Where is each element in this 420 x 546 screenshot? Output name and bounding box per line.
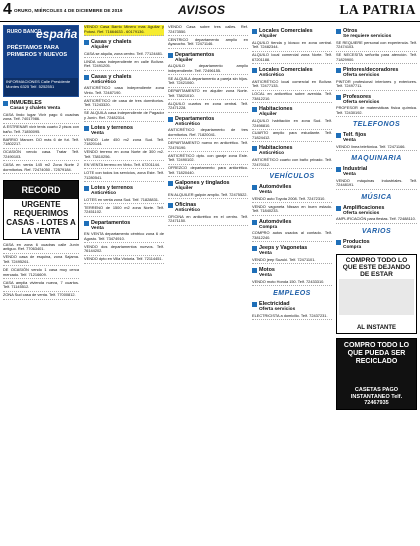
category-header — [252, 184, 332, 196]
category-title: Lotes y terrenos — [91, 125, 133, 132]
category-sub: Venta — [91, 225, 104, 231]
category-title: Lotes y terrenos — [91, 185, 133, 191]
bullet-icon — [168, 203, 173, 208]
list-item: DEPARTAMENTO nuevo en anticrético. Telf. 72476190. — [168, 141, 248, 152]
section-band-empleos: EMPLEOS — [273, 290, 311, 298]
page-date: ORURO, MIÉRCOLES 4 DE DICIEMBRE DE 2019 — [14, 8, 123, 13]
list-item: EN VENTA departamento céntrico zona 6 de Agosto. Telf. 73474910. — [84, 232, 164, 243]
list-item: PROFESOR de matemáticas física química. Telf. 72430192. — [336, 106, 417, 117]
list-item: ALQUILO cuartos en zona central. Telf. 72471228. — [168, 102, 248, 113]
bullet-icon — [168, 181, 173, 186]
category-header — [336, 239, 417, 251]
list-item: AMPLIFICACIÓN para fiestas. Telf. 72488110. — [336, 217, 417, 223]
bullet-icon — [84, 40, 89, 45]
list-item: CASA en venta 145 m2 Zona Norte 2 dormitorios. Ref. 72474050 - 72579184. — [3, 163, 79, 174]
category-header — [168, 52, 248, 64]
list-item: CASA lindo lugar Vivir pago 6 cuadras zona. Telf. 74017986. — [3, 113, 79, 124]
category-header — [3, 100, 79, 112]
section-band-telefonos: TELEFONOS — [352, 121, 401, 129]
category-title: Jeeps y Vagonetas — [259, 245, 308, 252]
category-title: Casas y chalets — [91, 38, 132, 45]
category-header — [84, 125, 164, 137]
category-header — [168, 202, 248, 214]
list-item: ANTICRÉTICO de casa de tres dormitorios. Telf. 71243320. — [84, 99, 164, 110]
compro-ad-image — [339, 279, 414, 315]
category-header — [252, 67, 332, 79]
page-number: 4 — [3, 1, 12, 18]
category-sub: Anticrético — [259, 73, 285, 79]
category-header — [336, 132, 417, 144]
bullet-icon — [252, 302, 257, 307]
category-sub: Oferta servicios — [343, 210, 380, 216]
category-sub: Venta — [91, 131, 104, 137]
category-title: Departamentos — [91, 219, 131, 226]
list-item: OFREZCO departamento para anticrético. Telf. 71820440. — [168, 166, 248, 177]
bullet-icon — [84, 126, 89, 131]
record-ad-text: URGENTE REQUERIMOS CASAS - LOTES A LA VENTA — [6, 199, 76, 236]
category-title: Industrial — [343, 166, 368, 173]
list-item: VENDO máquinas industriales. Telf. 72448191. — [336, 179, 417, 190]
category-sub: Alquiler — [259, 34, 277, 39]
recycle-ad-box — [336, 338, 417, 410]
category-sub: Anticrético — [175, 208, 201, 214]
column-2 — [84, 25, 164, 545]
list-item: A ESTRENAR vivir tenis cuarto 2 pisos con baño. Telf. 71850095. — [3, 125, 79, 136]
list-item: COMPRO autos usados al contado. Telf. 73812240. — [252, 231, 332, 242]
list-item: SE NECESITA señorita para atención. Telf. 71829900. — [336, 53, 417, 64]
bullet-icon — [336, 95, 341, 100]
category-title: Departamentos — [175, 115, 215, 122]
list-item: LINDA casa independiente en calle Bolívar. Ref. 72491205. — [84, 60, 164, 71]
category-header — [84, 39, 164, 51]
category-header — [336, 94, 417, 106]
bullet-icon — [252, 220, 257, 225]
list-item: LOCAL en anticrético sobre avenida. Telf. 73812210. — [252, 92, 332, 103]
category-header — [336, 205, 417, 217]
category-title: Locales Comerciales — [259, 28, 313, 34]
list-item: VENDO moto Honda 150. Telf. 72433310. — [252, 280, 332, 286]
recycle-ad-bottom: CASETAS PAGO INSTANTANEO Telf. 72467935 — [350, 387, 403, 407]
category-sub: Se requiere servicios — [343, 34, 392, 39]
list-item: ANTICRÉTICO dpto. con garaje zona Este. Telf. 72490102. — [168, 154, 248, 165]
category-title: Galpones y tinglados — [175, 180, 230, 187]
category-sub: Alquiler — [175, 57, 193, 63]
bank-ad-label: RURO BANCO — [7, 29, 42, 35]
section-band-maquinaria: MAQUINARIA — [351, 155, 402, 163]
bank-ad-text: PRÉSTAMOS PARA PRIMEROS Y NUEVOS — [7, 45, 68, 58]
category-title: Automóviles — [259, 218, 292, 225]
category-sub: Anticrético — [259, 151, 285, 157]
category-title: Habitaciones — [259, 145, 293, 152]
bullet-icon — [84, 75, 89, 80]
category-title: Pintores/decoradores — [343, 67, 399, 74]
category-sub: Venta — [343, 172, 356, 178]
category-sub: Anticrético — [175, 121, 201, 127]
category-sub: Venta — [343, 138, 356, 144]
list-item: ZONA Sud casa de venta. Telf. 77000812. — [3, 293, 79, 299]
record-ad-title: RECORD — [4, 181, 78, 199]
category-sub: Venta — [259, 251, 272, 257]
category-title: Amplificaciones — [343, 204, 385, 211]
category-sub: Anticrético — [91, 191, 117, 196]
category-sub: Alquiler — [259, 112, 277, 118]
category-header — [252, 245, 332, 257]
bullet-icon — [252, 268, 257, 273]
list-item: ALQUILO departamento amplio independiente. Telf. 72496155. — [168, 64, 248, 75]
category-title: Otros — [343, 28, 358, 34]
bullet-icon — [252, 68, 257, 73]
compro-ad-foot: AL INSTANTE — [356, 325, 397, 332]
list-item: VENDO jeep Suzuki. Telf. 72471101. — [252, 258, 332, 264]
list-item: EN VENTA terreno en Vinto. Telf. 67201144. — [84, 163, 164, 169]
bullet-icon — [252, 107, 257, 112]
category-header — [252, 28, 332, 40]
list-item: LOTES en venta zona Sud. Telf. 71828831. — [84, 198, 164, 204]
section-band-vehiculos: VEHÍCULOS — [269, 173, 315, 181]
newspaper-logo: LA PATRIA — [339, 2, 416, 17]
list-item: SE REQUIERE personal con experiencia. Telf. 72474103. — [336, 41, 417, 52]
category-header — [336, 67, 417, 79]
list-item: CASA amplia vivienda nueva, 7 cuartos. Telf. 71145512. — [3, 281, 79, 292]
list-item: LOTE con todos los servicios, zona Este. Telf. 71280541. — [84, 171, 164, 182]
list-item: ANTICRÉTICO local comercial en Bolívar. Telf. 72477133. — [252, 80, 332, 91]
category-header — [84, 74, 164, 86]
bullet-icon — [168, 53, 173, 58]
page-header — [0, 0, 420, 22]
category-title: Motos — [259, 267, 275, 274]
list-item: PINTOR profesional interiores y exteriores. Telf. 72497711. — [336, 80, 417, 91]
category-title: Electricidad — [259, 301, 290, 308]
category-title: Habitaciones — [259, 106, 293, 113]
bullet-icon — [168, 117, 173, 122]
list-item: VENDO Casa sobre tres calles. Ref. 72473550. — [168, 25, 248, 36]
list-item: VENDO Lote 450 m2 zona Sud. Telf. 71820144. — [84, 138, 164, 149]
category-header — [84, 185, 164, 197]
category-title: Productos — [343, 238, 370, 245]
list-item: CENTRICO departamento amplio en Ayacucho. Telf. 72471146. — [168, 38, 248, 49]
list-item: VENDO auto Toyota 2008. Telf. 72472310. — [252, 197, 332, 203]
bullet-icon — [336, 240, 341, 245]
bullet-icon — [336, 68, 341, 73]
category-sub: Anticrético — [91, 79, 117, 85]
list-item: DEPARTAMENTO en alquiler zona Norte. Telf. 73821010. — [168, 89, 248, 100]
category-sub: Alquiler — [175, 186, 193, 192]
recycle-ad-title: COMPRO TODO LO QUE PUEDA SER RECICLADO — [343, 342, 410, 366]
category-title: Oficinas — [175, 202, 197, 209]
column-1 — [3, 25, 79, 545]
category-header — [84, 220, 164, 232]
column-5 — [336, 25, 417, 545]
highlighted-ad: VENDO Casa Barrio Minero mas Aguilar y Potosí. Ref. 71664633 - 60179136. — [84, 25, 164, 36]
list-item: EN ALQUILER galpón amplio. Telf. 72475522. — [168, 193, 248, 199]
list-item: ALQUILO local comercial zona Norte. Telf. 67201188. — [252, 53, 332, 64]
category-sub: Venta — [259, 273, 272, 279]
category-title: INMUEBLES — [10, 100, 42, 106]
list-item: BARRIO Mancer. DO más 6 de fut. Telf. 71802217. — [3, 138, 79, 149]
category-header — [168, 116, 248, 128]
bullet-icon — [336, 167, 341, 172]
category-header — [252, 145, 332, 157]
category-title: Locales Comerciales — [259, 67, 313, 74]
category-header — [252, 106, 332, 118]
list-item: VENDO terreno en zona Norte de 300 m2. Telf. 73810256. — [84, 150, 164, 161]
bullet-icon — [252, 146, 257, 151]
list-item: VENDO casa de esquina, zona Sajama. Telf. 72495261. — [3, 255, 79, 266]
section-band-musica: MÚSICA — [361, 193, 392, 201]
bullet-icon — [84, 186, 89, 191]
column-4 — [252, 25, 332, 545]
category-sub: Oferta servicios — [343, 73, 380, 79]
column-3 — [168, 25, 248, 545]
category-header — [168, 180, 248, 192]
section-band-varios: VARIOS — [361, 227, 392, 235]
compro-ad-box — [336, 254, 417, 334]
category-title: Casas y chalets — [91, 73, 132, 80]
record-ad-box — [3, 180, 79, 240]
compro-ad-title: COMPRO TODO LO QUE ESTE DEJANDO DE ESTAR — [342, 257, 411, 279]
list-item: ELECTRICISTA a domicilio. Telf. 72437231. — [252, 314, 332, 320]
category-sub: Oferta servicios — [343, 99, 380, 105]
list-item: ANTICRÉTICO departamento de tres dormitorios. Ref. 71820041. — [168, 128, 248, 139]
list-item: DE OCASIÓN vendo 1 casa muy cerca mercado. Telf. 71216609. — [3, 268, 79, 279]
list-item: VENDO línea telefónica. Telf. 72471166. — [336, 145, 417, 151]
category-header — [336, 28, 417, 40]
list-item: SE ALQUILA casa independiente de Pagador y Junín. Ref. 72482314. — [84, 111, 164, 122]
category-header — [252, 301, 332, 313]
list-item: VENDO dpto en Villa Victoria. Telf. 72114451. — [84, 257, 164, 263]
bullet-icon — [252, 246, 257, 251]
category-header — [252, 267, 332, 279]
category-title: Profesores — [343, 93, 372, 100]
category-sub: Compra — [343, 244, 362, 250]
category-title: Departamentos — [175, 51, 215, 58]
section-title: AVISOS — [178, 3, 226, 17]
list-item: TERRENO de 1500 m2 zona Norte. Telf. 72451102. — [84, 206, 164, 217]
list-item: OCASIÓN vendo casa. Tratar Telf. 72490103. — [3, 150, 79, 161]
bank-ad-box — [3, 25, 79, 97]
category-header — [336, 166, 417, 178]
bullet-icon — [336, 29, 341, 34]
bullet-icon — [3, 101, 8, 106]
bank-ad-brand: españa — [36, 27, 78, 41]
bullet-icon — [252, 29, 257, 34]
list-item: SE ALQUILA departamento a pareja sin hijos. Telf. 72421060. — [168, 77, 248, 88]
bank-ad-stripe: INFORMACIONES Calle Presidente Montes 6325 Telf. 5252551 — [4, 78, 78, 96]
bullet-icon — [336, 133, 341, 138]
category-header — [252, 219, 332, 231]
category-sub: Casas y chalets Venta — [10, 106, 61, 111]
category-sub: Alquiler — [91, 44, 109, 50]
list-item: OFICINA en anticrético en el centro. Telf. 72471150. — [168, 215, 248, 226]
category-title: Telf. fijos — [343, 132, 367, 139]
list-item: ANTICRÉTICO casa independiente zona Vinto. Telf. 72487190. — [84, 86, 164, 97]
bullet-icon — [336, 206, 341, 211]
category-sub: Compra — [259, 224, 278, 230]
category-title: Automóviles — [259, 184, 292, 191]
list-item: ANTICRÉTICO cuarto con baño privado. Telf. 72470112. — [252, 158, 332, 169]
list-item: CASA en zona 6 cuadras calle Junín antiguo. Ref. 77063401. — [3, 243, 79, 254]
list-item: ALQUILO habitación en zona Sud. Telf. 72498810. — [252, 119, 332, 130]
list-item: CUARTO amplio para estudiante. Telf. 71824412. — [252, 131, 332, 142]
list-item: ALQUILO tienda y kiosco en zona central. Telf. 72482344. — [252, 41, 332, 52]
category-sub: Venta — [259, 190, 272, 196]
list-item: CASA se alquila, zona centro. Telf. 77124481. — [84, 52, 164, 58]
category-sub: Oferta servicios — [259, 307, 296, 313]
list-item: VENDO dos departamentos nuevos. Telf. 76144202. — [84, 245, 164, 256]
bullet-icon — [252, 185, 257, 190]
list-item: VENDO vagoneta Nissan en buen estado. Telf. 71840233. — [252, 205, 332, 216]
bullet-icon — [84, 221, 89, 226]
